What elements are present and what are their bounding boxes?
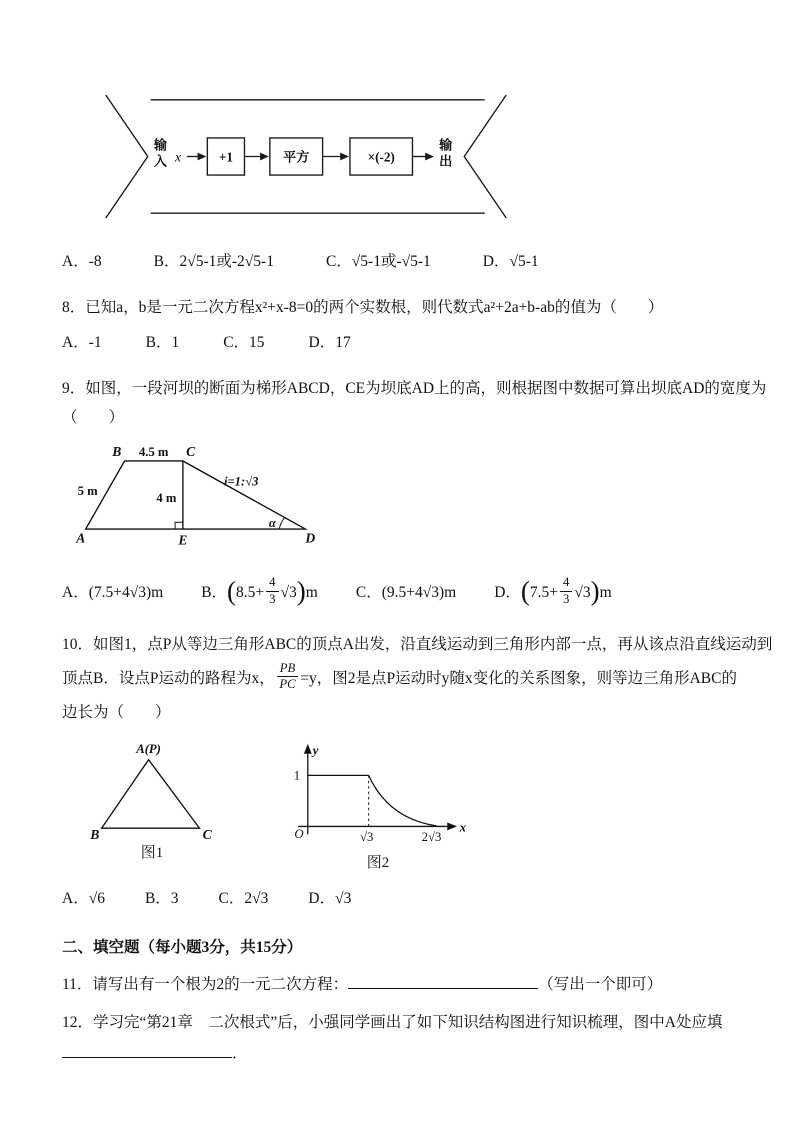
step-box-plus1: +1: [218, 149, 233, 165]
vertex-d-label: D: [305, 530, 316, 546]
choice-a: A．(7.5+4√3)m: [62, 584, 164, 602]
choice-c: C．15: [223, 334, 265, 352]
q9-choices: [62, 572, 744, 614]
question-12-line2: [62, 1039, 744, 1068]
output-label-bottom: 出: [439, 153, 453, 169]
step-box-square: 平方: [283, 149, 310, 165]
question-9-text: 9．如图，一段河坝的断面为梯形ABCD，CE为坝底AD上的高，则根据图中数据可算出坝底AD的宽度为: [62, 379, 767, 397]
left-length-label: 5 m: [77, 483, 98, 498]
close-paren: ): [590, 575, 600, 606]
arrow-icon: [198, 153, 207, 161]
question-11-text: 11．请写出有一个根为2的一元二次方程：: [62, 976, 349, 994]
flow-diagram-figure: [96, 92, 744, 231]
arrow-icon: [447, 822, 457, 830]
arrow-icon: [260, 153, 269, 161]
flow-diagram: [96, 92, 516, 221]
trapezoid-figure: [74, 439, 744, 562]
choice-a: A．-8: [62, 253, 102, 271]
graph-diagram: [282, 740, 474, 850]
question-10: [62, 630, 773, 913]
slope-ratio-label: i=1:√3: [223, 473, 259, 488]
arrow-icon: [304, 744, 312, 754]
close-paren: ): [296, 575, 306, 606]
choice-c: C．(9.5+4√3)m: [355, 584, 457, 602]
graph-arrowheads: [304, 744, 457, 830]
input-label-bottom: 入: [153, 153, 168, 169]
answer-blank: [348, 974, 538, 990]
input-variable: x: [175, 149, 182, 165]
choice-a: A．√6: [62, 889, 105, 907]
question-10-line1: 10．如图1，点P从等边三角形ABC的顶点A出发，沿直线运动到三角形内部一点，再从该点沿直线运动到: [62, 636, 773, 654]
x-tick-2sqrt3: 2√3: [421, 829, 442, 844]
flow-arrowheads: [198, 153, 434, 161]
fraction-numerator: 4: [266, 576, 278, 592]
x-axis-label: x: [459, 819, 467, 834]
input-label-top: 输: [153, 137, 168, 153]
choice-term: √3: [574, 583, 591, 601]
question-12-period: ．: [232, 1045, 248, 1063]
answer-blank: [62, 1043, 232, 1059]
q10-figures: [86, 740, 744, 872]
origin-label: O: [294, 826, 304, 841]
arrow-icon: [340, 153, 349, 161]
figure-2-caption: 图2: [366, 854, 390, 871]
choice-b: B．1: [145, 334, 180, 352]
height-length-label: 4 m: [156, 490, 177, 505]
alpha-angle-label: α: [268, 515, 276, 530]
choice-term: 8.5+: [236, 583, 265, 601]
choice-d: D．√3: [308, 889, 352, 907]
fraction-numerator: 4: [560, 576, 572, 592]
question-9-paren: （ ）: [62, 409, 125, 427]
section-2-title: 二、填空题（每小题3分，共15分）: [62, 939, 303, 957]
question-12-line1: 12．学习完“第21章 二次根式”后，小强同学画出了如下知识结构图进行知识梳理，图中A处应填: [62, 1013, 723, 1031]
q10-choices: [62, 884, 744, 913]
question-12: [62, 1008, 744, 1069]
choice-term: 7.5+: [529, 583, 559, 601]
fraction: [266, 576, 278, 606]
question-10-line3: 边长为（ ）: [62, 704, 171, 722]
step-box-times-neg2: ×(-2): [367, 149, 395, 165]
question-10-line2-post: =y，图2是点P运动时y随x变化的关系图象，则等边三角形ABC的: [300, 669, 737, 687]
q8-choices: [62, 328, 744, 357]
choice-label: D．: [494, 583, 521, 601]
choice-b: [201, 574, 318, 609]
flow-labels: [153, 137, 452, 169]
choice-c: C．√5-1或-√5-1: [325, 253, 431, 271]
x-tick-sqrt3: √3: [360, 829, 374, 844]
figure-1-caption: 图1: [140, 844, 164, 861]
unit-label: m: [305, 583, 318, 601]
open-paren: (: [227, 575, 237, 606]
q7-choices: [62, 247, 744, 276]
question-11-note: （写出一个即可）: [538, 976, 663, 994]
vertex-b-label: B: [90, 826, 100, 840]
fraction: [560, 576, 572, 606]
trapezoid-diagram: [74, 439, 319, 552]
fraction-numerator: PB: [277, 662, 299, 678]
triangle-lines: [102, 759, 200, 827]
top-length-label: 4.5 m: [138, 444, 169, 459]
vertex-e-label: E: [178, 532, 188, 548]
choice-term: √3: [280, 583, 297, 601]
fraction-denominator: 3: [563, 591, 570, 606]
vertex-a-label: A: [76, 530, 86, 546]
graph-curves: [308, 775, 437, 826]
triangle-figure: [86, 740, 218, 872]
vertex-c-label: C: [186, 443, 196, 459]
graph-figure: [282, 740, 474, 872]
pb-pc-fraction: [277, 662, 299, 692]
unit-label: m: [599, 583, 612, 601]
question-9: [62, 374, 767, 614]
fraction-denominator: PC: [279, 677, 296, 692]
question-10-line2: [62, 660, 744, 695]
output-label-top: 输: [439, 137, 453, 153]
choice-d: [494, 574, 612, 609]
arrow-icon: [425, 153, 434, 161]
open-paren: (: [520, 575, 530, 606]
choice-d: D．17: [308, 334, 351, 352]
triangle-diagram: [86, 740, 218, 840]
vertex-b-label: B: [112, 443, 122, 459]
apex-label: A(P): [136, 741, 161, 756]
choice-a: A．-1: [62, 334, 102, 352]
vertex-c-label: C: [202, 826, 212, 840]
trapezoid-labels: [75, 444, 315, 547]
choice-label: B．: [201, 583, 228, 601]
choice-c: C．2√3: [218, 889, 269, 907]
question-8-text: 8．已知a，b是一元二次方程x²+x-8=0的两个实数根，则代数式a²+2a+b-ab的值为（ ）: [62, 298, 664, 316]
question-11: [62, 970, 744, 999]
choice-d: D．√5-1: [482, 253, 539, 271]
choice-b: B．2√5-1或-2√5-1: [153, 253, 274, 271]
question-10-line2-pre: 顶点B．设点P运动的路程为x，: [62, 669, 275, 687]
choice-b: B．3: [144, 889, 179, 907]
triangle-labels: [89, 741, 212, 839]
graph-axes: [298, 749, 451, 833]
question-8: [62, 293, 744, 358]
fraction-denominator: 3: [269, 591, 276, 606]
y-axis-label: y: [312, 743, 319, 758]
y-tick-1: 1: [293, 767, 301, 782]
